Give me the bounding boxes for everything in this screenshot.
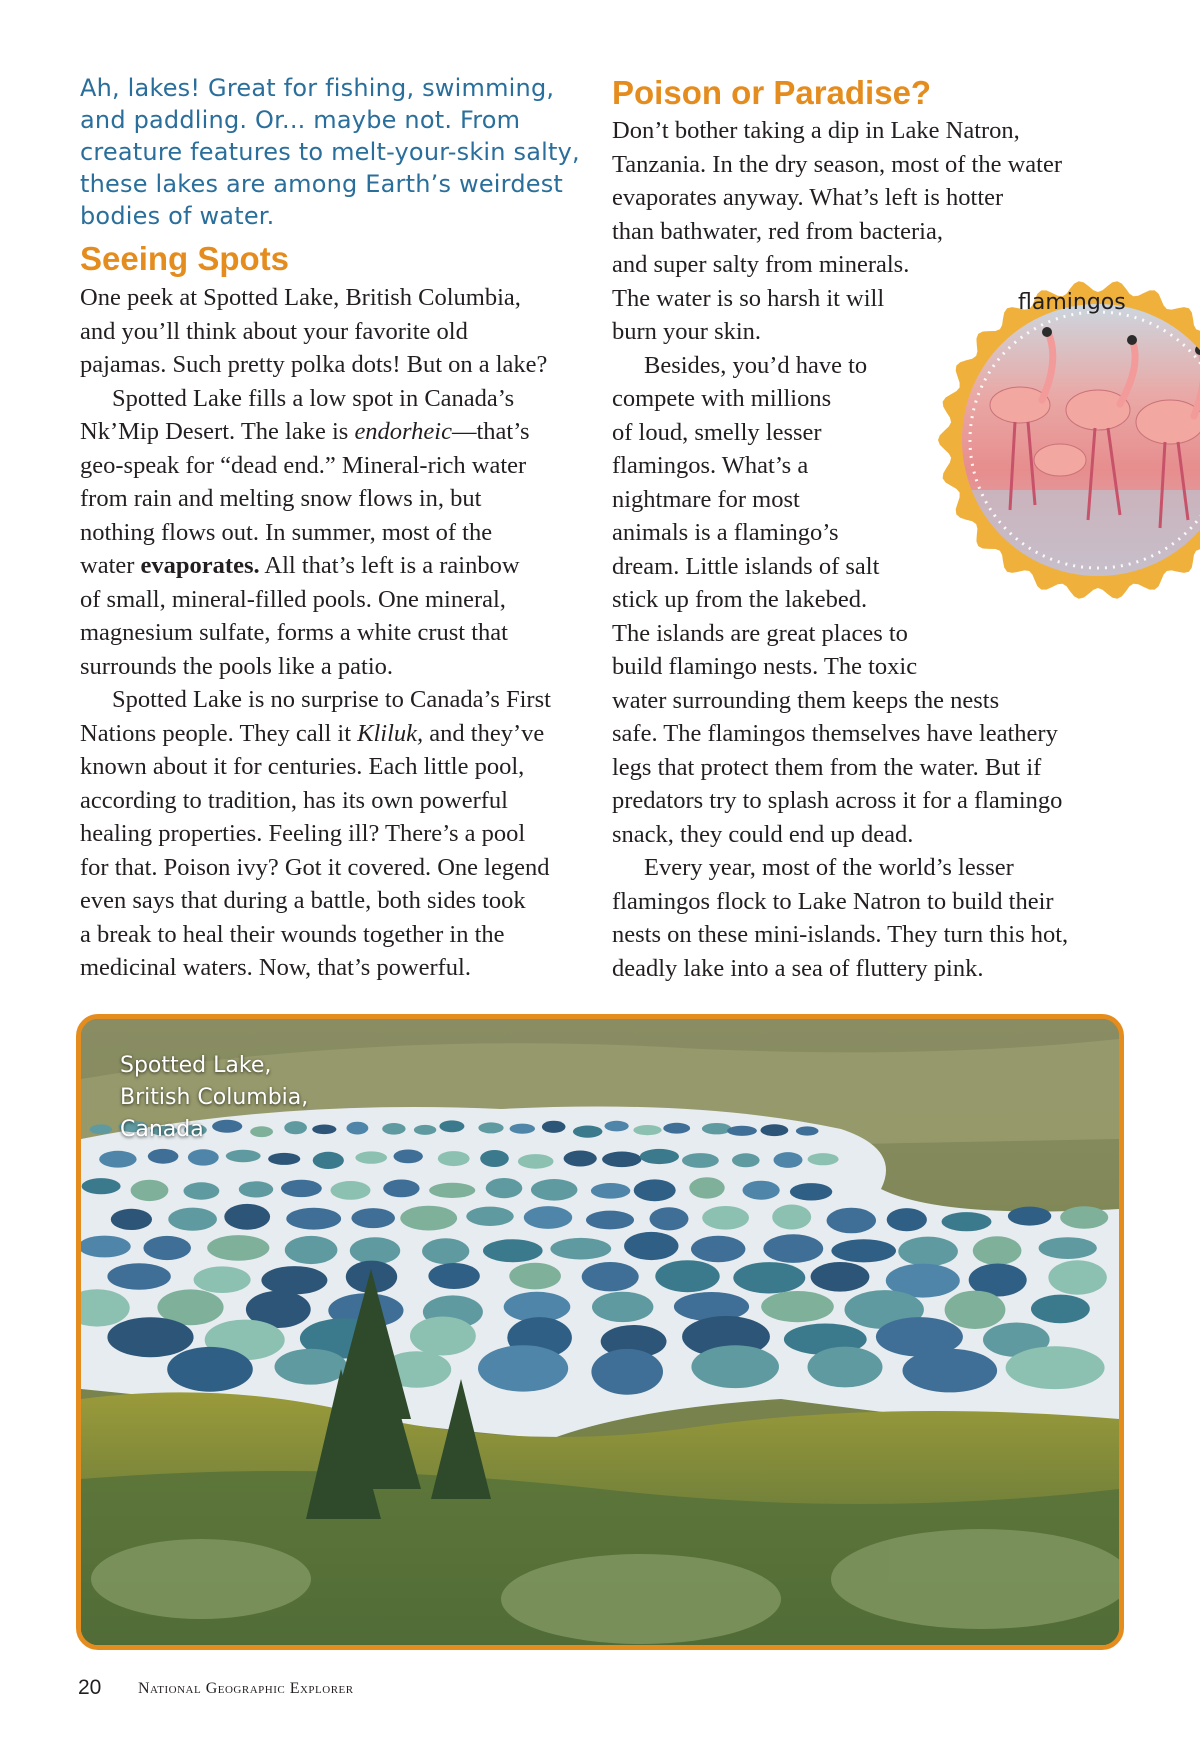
text-line: animals is a flamingo’s: [612, 519, 839, 546]
lake-pool: [591, 1349, 663, 1395]
lake-pool: [167, 1347, 253, 1392]
lake-pool: [351, 1208, 395, 1228]
lake-pool: [573, 1126, 602, 1138]
lake-pool: [761, 1291, 834, 1322]
lake-pool: [550, 1238, 611, 1260]
lake-pool: [410, 1317, 476, 1356]
lake-pool: [518, 1154, 554, 1169]
intro-line: bodies of water.: [80, 202, 275, 230]
paragraph: [80, 281, 600, 382]
lake-pool: [313, 1152, 344, 1169]
text-line: flamingos flock to Lake Natron to build their: [612, 887, 1054, 915]
flamingo-label: flamingos: [1018, 290, 1126, 315]
lake-pool: [239, 1181, 273, 1197]
lake-pool: [887, 1208, 927, 1231]
lake-pool: [350, 1237, 400, 1264]
text-line: magnesium sulfate, forms a white crust that: [80, 619, 508, 646]
lake-pool: [331, 1181, 371, 1200]
lake-pool: [224, 1204, 270, 1230]
text-run: water: [80, 552, 141, 579]
text-line: for that. Poison ivy? Got it covered. One legend: [80, 853, 550, 881]
lake-pool: [99, 1151, 136, 1168]
text-line: build flamingo nests. The toxic: [612, 653, 918, 680]
text-line: deadly lake into a sea of fluttery pink.: [612, 954, 984, 982]
lake-pool: [691, 1236, 745, 1262]
text-line: a break to heal their wounds together in the: [80, 920, 505, 948]
lake-pool: [531, 1179, 578, 1201]
lake-pool: [727, 1126, 757, 1136]
text-line: surrounds the pools like a patio.: [80, 652, 394, 680]
lake-pool: [486, 1178, 523, 1198]
text-line: according to tradition, has its own powerful: [80, 786, 508, 814]
lake-pool: [480, 1150, 509, 1167]
lake-pool: [945, 1291, 1006, 1329]
text-line: snack, they could end up dead.: [612, 820, 914, 848]
text-line: stick up from the lakebed.: [612, 586, 868, 613]
lake-pool: [973, 1236, 1022, 1265]
text-line: even says that during a battle, both sides took: [80, 887, 526, 914]
text-line: compete with millions: [612, 385, 832, 412]
seeing-spots-heading: Seeing Spots: [80, 240, 290, 277]
lake-pool: [144, 1236, 191, 1260]
lake-pool: [1006, 1346, 1105, 1389]
text-line: Besides, you’d have to: [644, 351, 868, 379]
text-line: Don’t bother taking a dip in Lake Natron,: [612, 117, 1020, 144]
lake-pool: [898, 1237, 958, 1267]
text-line: medicinal waters. Now, that’s powerful.: [80, 954, 471, 981]
text-run: Nations people. They call it: [80, 719, 358, 747]
lake-pool: [111, 1209, 152, 1230]
text-line: dream. Little islands of salt: [612, 552, 880, 580]
page-number: 20: [78, 1676, 102, 1699]
lake-pool: [774, 1152, 803, 1168]
lake-pool: [1060, 1206, 1108, 1228]
lake-pool: [281, 1180, 322, 1197]
lake-pool: [382, 1123, 405, 1135]
text-line: Every year, most of the world’s lesser: [644, 854, 1014, 881]
lake-pool: [226, 1150, 261, 1162]
text-run: —that’s: [451, 418, 530, 445]
text-run: and they’ve: [423, 719, 545, 747]
lake-pool: [796, 1126, 819, 1135]
lake-pool: [1031, 1295, 1090, 1324]
text-line: [80, 549, 600, 583]
lake-pool: [207, 1235, 269, 1261]
lake-pool: [663, 1123, 690, 1134]
lake-pool: [268, 1153, 300, 1165]
lake-pool: [761, 1124, 789, 1136]
lake-pool: [261, 1266, 327, 1294]
lake-pool: [592, 1292, 653, 1322]
caption-line: British Columbia,: [120, 1085, 309, 1110]
caption-line: Canada: [120, 1117, 204, 1142]
text-line: legs that protect them from the water. But if: [612, 753, 1042, 781]
caption-line: Spotted Lake,: [120, 1053, 272, 1078]
lake-pool: [689, 1177, 724, 1198]
text-line: and super salty from minerals.: [612, 251, 910, 278]
lake-pool: [414, 1125, 436, 1135]
lake-pool: [355, 1151, 387, 1163]
text-line: of loud, smelly lesser: [612, 418, 822, 446]
lake-pool: [591, 1183, 630, 1199]
lake-pool: [772, 1205, 811, 1230]
intro-line: Ah, lakes! Great for fishing, swimming,: [80, 74, 555, 102]
text-line: nests on these mini-islands. They turn this hot,: [612, 921, 1069, 948]
text-line: nothing flows out. In summer, most of the: [80, 518, 493, 546]
text-line: water surrounding them keeps the nests: [612, 686, 1000, 714]
lake-pool: [275, 1349, 348, 1385]
text-line: Tanzania. In the dry season, most of the water: [612, 150, 1063, 178]
lake-pool: [524, 1206, 572, 1229]
text-line: Spotted Lake fills a low spot in Canada’s: [112, 384, 515, 412]
lake-pool: [602, 1152, 641, 1168]
text-line: burn your skin.: [612, 318, 762, 345]
text-line: geo-speak for “dead end.” Mineral-rich water: [80, 451, 527, 479]
paragraph: [80, 683, 600, 985]
lake-pool: [691, 1345, 779, 1388]
lake-pool: [650, 1207, 689, 1230]
lake-pool: [633, 1125, 661, 1135]
lake-pool: [733, 1262, 805, 1293]
lake-pool: [827, 1208, 876, 1234]
lake-pool: [478, 1345, 568, 1391]
text-line: than bathwater, red from bacteria,: [612, 217, 943, 245]
text-line: safe. The flamingos themselves have leathery: [612, 720, 1058, 747]
lake-pool: [510, 1124, 535, 1134]
lake-pool: [605, 1121, 629, 1132]
text-line: pajamas. Such pretty polka dots! But on a lake?: [80, 351, 548, 378]
lake-pool: [286, 1208, 341, 1230]
lake-pool: [1008, 1207, 1051, 1226]
lake-pool: [586, 1211, 634, 1230]
lake-pool: [542, 1121, 566, 1133]
text-line: and you’ll think about your favorite old: [80, 317, 468, 345]
lake-pool: [82, 1178, 121, 1194]
lake-pool: [466, 1207, 513, 1226]
lake-pool: [428, 1263, 479, 1289]
lake-pool: [682, 1153, 719, 1168]
lake-pool: [1039, 1237, 1097, 1259]
lake-pool: [184, 1182, 220, 1199]
text-line: known about it for centuries. Each little pool,: [80, 753, 525, 780]
lake-pool: [564, 1151, 597, 1167]
lake-pool: [107, 1263, 170, 1290]
lake-pool: [483, 1239, 543, 1262]
text-run: All that’s left is a rainbow: [259, 552, 520, 579]
lake-pool: [285, 1236, 338, 1264]
lake-pool: [383, 1180, 419, 1198]
lake-pool: [831, 1239, 896, 1262]
lake-pool: [188, 1149, 219, 1165]
text-line: flamingos. What’s a: [612, 452, 809, 479]
lake-pool: [194, 1266, 251, 1293]
intro-line: these lakes are among Earth’s weirdest: [80, 170, 564, 198]
text-line: One peek at Spotted Lake, British Columbia,: [80, 284, 521, 311]
lake-pool: [168, 1208, 217, 1231]
lake-pool: [732, 1153, 760, 1167]
lake-pool: [808, 1153, 839, 1165]
lake-pool: [808, 1347, 883, 1388]
intro-text: [80, 72, 600, 232]
text-line: evaporates anyway. What’s left is hotter: [612, 184, 1004, 211]
term-kliluk: Kliluk,: [357, 719, 424, 747]
flamingo-photo: [910, 160, 1200, 720]
lake-pool: [624, 1232, 678, 1260]
lake-pool: [655, 1260, 719, 1292]
lake-pool: [478, 1122, 503, 1133]
photo-caption: [120, 1050, 360, 1146]
intro-line: and paddling. Or... maybe not. From: [80, 106, 521, 134]
lake-pool: [582, 1262, 639, 1291]
lake-pool: [942, 1212, 992, 1231]
text-line: predators try to splash across it for a flamingo: [612, 787, 1063, 814]
text-line: The islands are great places to: [612, 619, 908, 647]
lake-pool: [811, 1262, 870, 1292]
paragraph: [612, 851, 1132, 985]
poison-paradise-heading: Poison or Paradise?: [612, 74, 932, 111]
lake-pool: [640, 1149, 679, 1164]
lake-pool: [509, 1263, 561, 1290]
text-line: The water is so harsh it will: [612, 284, 885, 312]
lake-pool: [438, 1151, 470, 1166]
lake-pool: [634, 1179, 676, 1201]
paragraph: [80, 382, 600, 684]
text-line: of small, mineral-filled pools. One mineral,: [80, 585, 506, 613]
lake-pool: [903, 1349, 998, 1393]
text-line: [80, 415, 600, 449]
lake-pool: [702, 1123, 732, 1134]
lake-pool: [148, 1149, 179, 1164]
text-line: healing properties. Feeling ill? There’s a pool: [80, 820, 526, 847]
text-run: Nk’Mip Desert. The lake is: [80, 418, 355, 445]
magazine-name: National Geographic Explorer: [138, 1680, 354, 1697]
term-evaporates: evaporates.: [140, 552, 260, 579]
text-line: [80, 717, 600, 751]
lake-pool: [107, 1317, 193, 1357]
intro-line: creature features to melt-your-skin salty,: [80, 138, 580, 166]
lake-pool: [743, 1181, 780, 1200]
term-endorheic: endorheic: [354, 418, 452, 445]
lake-pool: [394, 1150, 423, 1164]
lake-pool: [790, 1183, 832, 1200]
lake-pool: [702, 1206, 749, 1230]
lake-pool: [1048, 1260, 1106, 1294]
lake-pool: [400, 1206, 457, 1231]
lake-pool: [439, 1120, 464, 1132]
lake-pool: [763, 1234, 823, 1263]
text-line: nightmare for most: [612, 485, 800, 513]
text-line: from rain and melting snow flows in, but: [80, 485, 482, 512]
lake-pool: [90, 1124, 112, 1134]
lake-pool: [429, 1183, 475, 1198]
seeing-spots-body: [80, 281, 600, 985]
lake-pool: [131, 1180, 169, 1201]
lake-pool: [422, 1238, 469, 1264]
text-line: Spotted Lake is no surprise to Canada’s First: [112, 686, 551, 713]
